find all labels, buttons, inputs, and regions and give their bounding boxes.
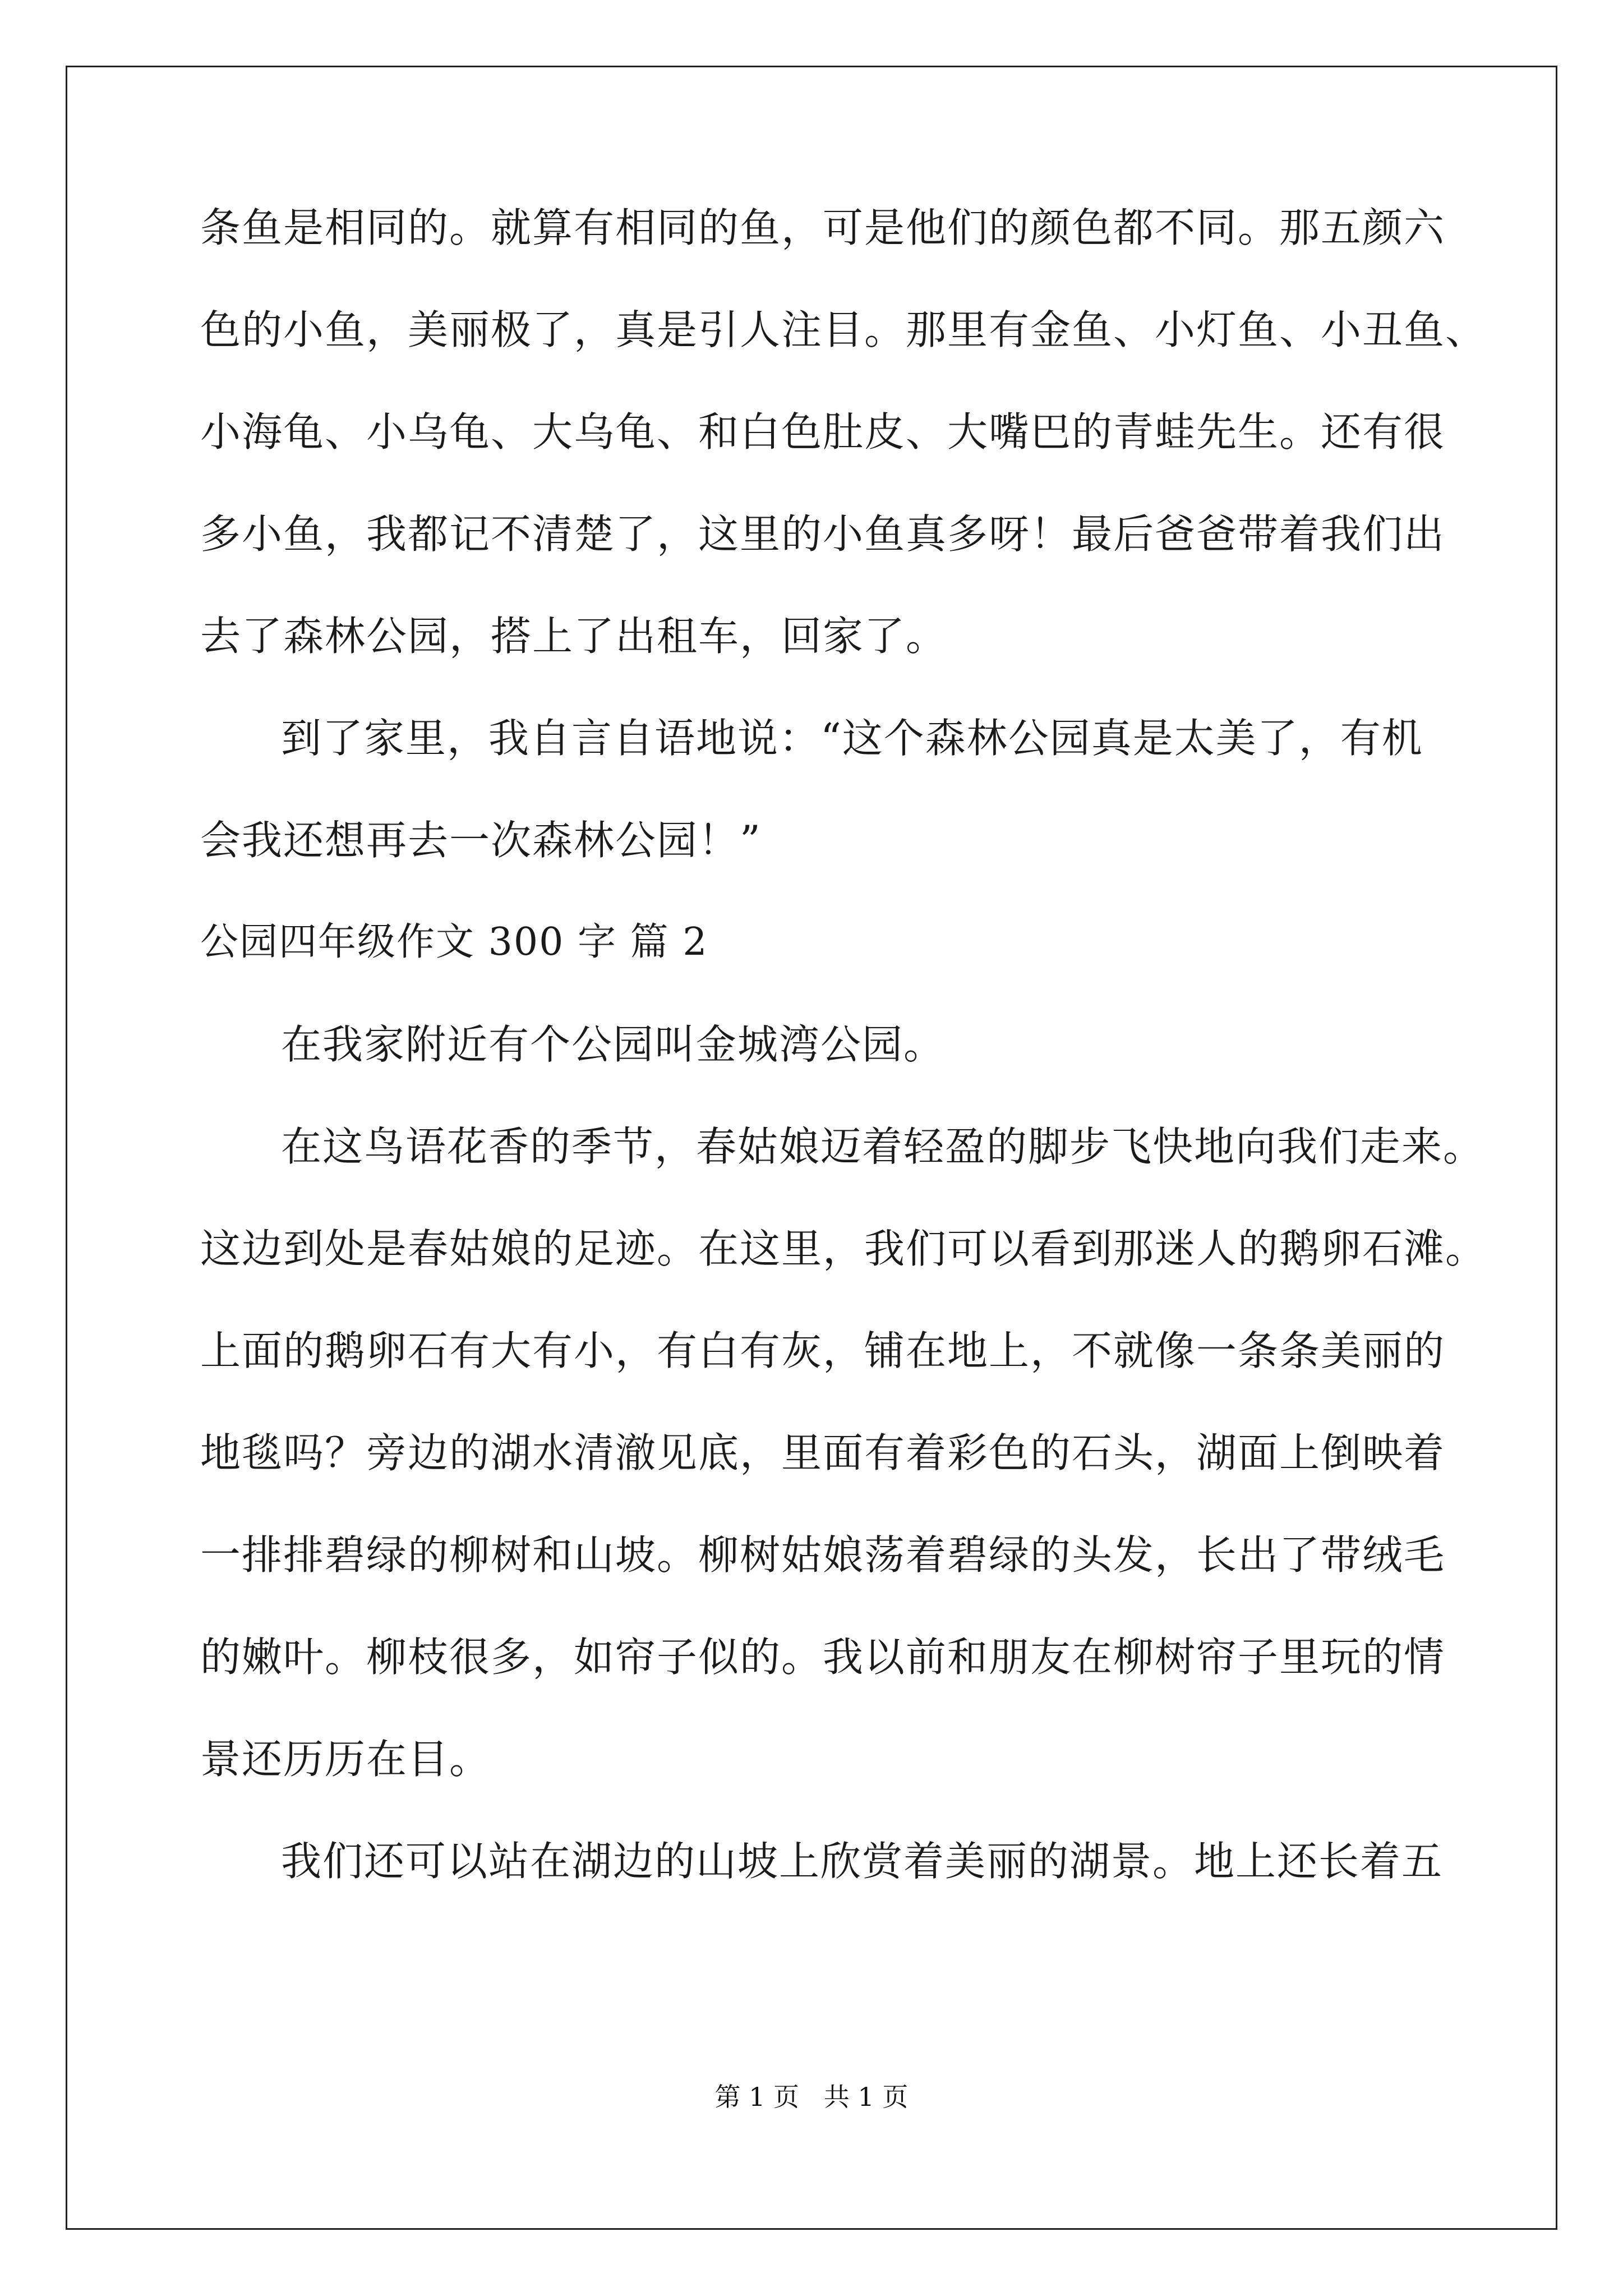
paragraph-start-line: 我们还可以站在湖边的山坡上欣赏着美丽的湖景。地上还长着五: [281, 1838, 1444, 1885]
document-body: [200, 204, 1487, 1943]
text-line: 色的小鱼，美丽极了，真是引人注目。那里有金鱼、小灯鱼、小丑鱼、: [200, 306, 1487, 353]
text-line: 条鱼是相同的。就算有相同的鱼，可是他们的颜色都不同。那五颜六: [200, 204, 1446, 251]
text-line: 这边到处是春姑娘的足迹。在这里，我们可以看到那迷人的鹅卵石滩。: [200, 1225, 1487, 1272]
text-line: 的嫩叶。柳枝很多，如帘子似的。我以前和朋友在柳树帘子里玩的情: [200, 1634, 1446, 1681]
text-line: 小海龟、小乌龟、大乌龟、和白色肚皮、大嘴巴的青蛙先生。还有很: [200, 408, 1446, 455]
section-heading: 公园四年级作文 300 字 篇 2: [200, 920, 708, 964]
page-footer: [0, 2084, 1623, 2110]
text-line: 去了森林公园，搭上了出租车，回家了。: [200, 613, 948, 660]
text-line: 地毯吗？旁边的湖水清澈见底，里面有着彩色的石头，湖面上倒映着: [200, 1429, 1446, 1476]
text-line: 多小鱼，我都记不清楚了，这里的小鱼真多呀！最后爸爸带着我们出: [200, 510, 1446, 558]
text-line: 上面的鹅卵石有大有小，有白有灰，铺在地上，不就像一条条美丽的: [200, 1327, 1446, 1374]
page-number-label: 第 1 页 共 1 页: [714, 2082, 909, 2112]
text-line: 一排排碧绿的柳树和山坡。柳树姑娘荡着碧绿的头发，长出了带绒毛: [200, 1531, 1446, 1579]
text-line: 景还历历在目。: [200, 1736, 491, 1783]
paragraph-start-line: 在这鸟语花香的季节，春姑娘迈着轻盈的脚步飞快地向我们走来。: [281, 1123, 1485, 1170]
paragraph-start-line: 到了家里，我自言自语地说：“这个森林公园真是太美了，有机: [281, 715, 1423, 762]
paragraph-start-line: 在我家附近有个公园叫金城湾公园。: [281, 1021, 946, 1068]
text-line: 会我还想再去一次森林公园！”: [200, 817, 762, 864]
